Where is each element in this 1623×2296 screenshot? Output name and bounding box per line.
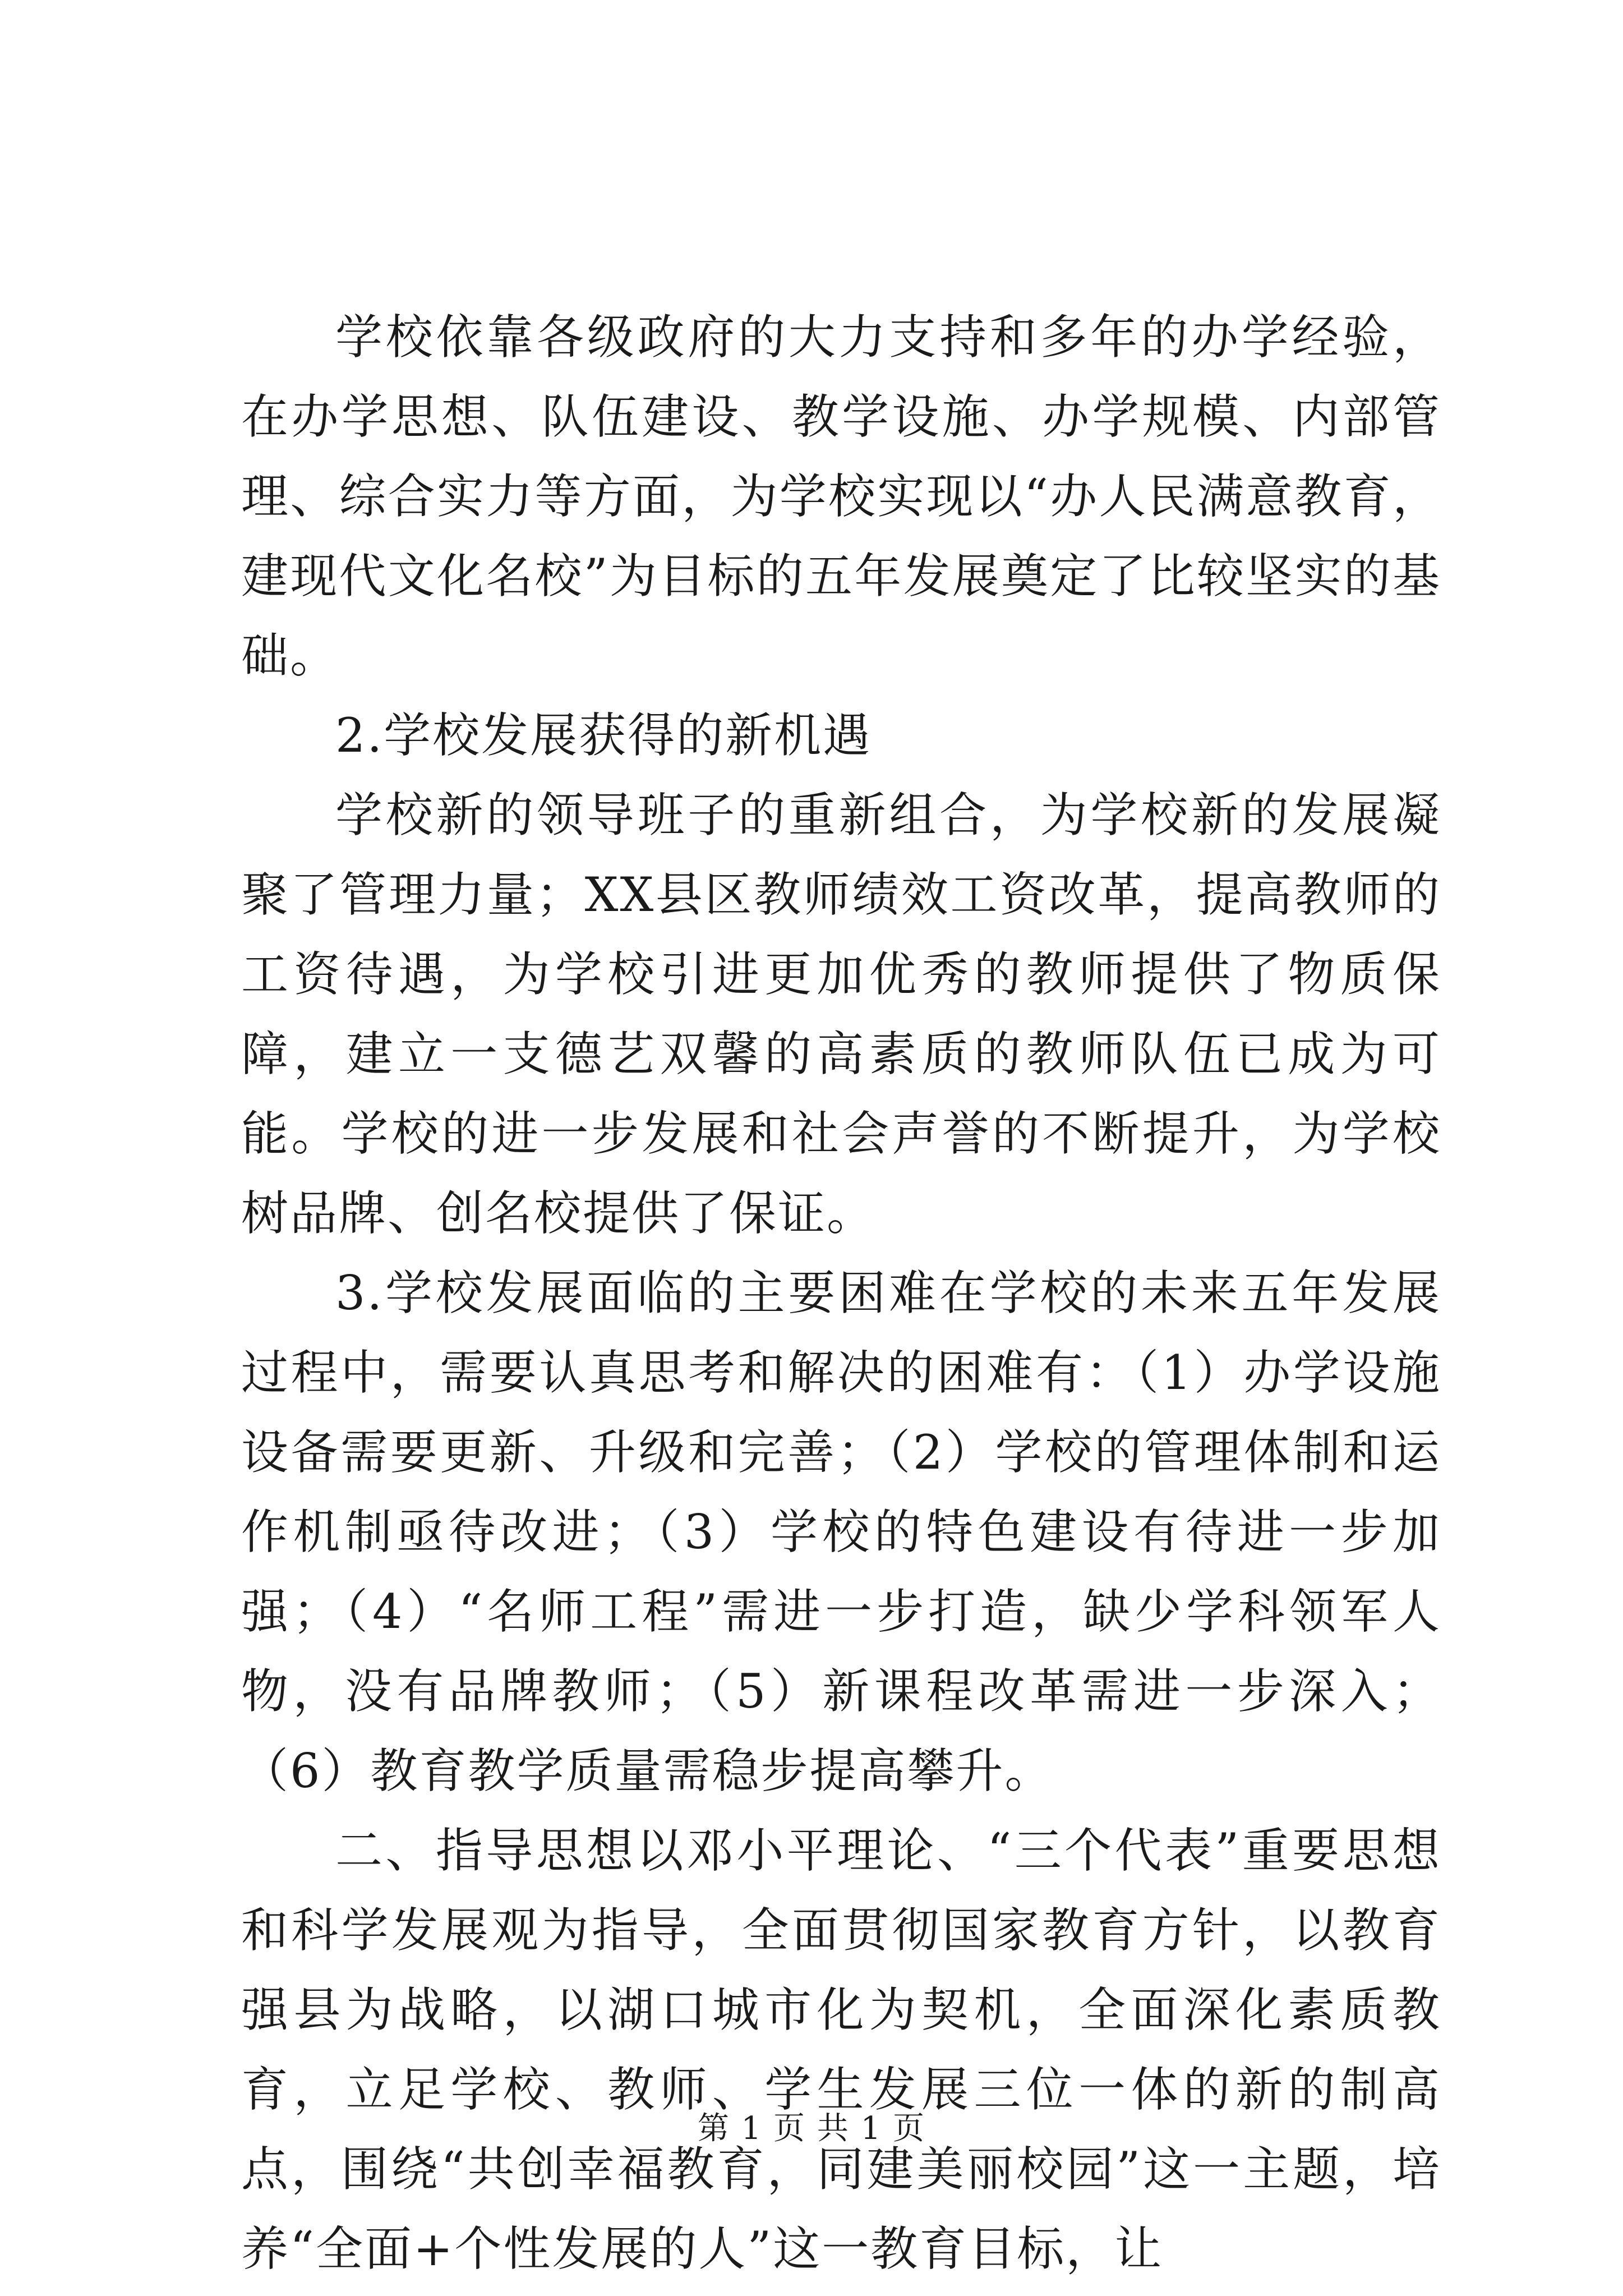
document-body	[241, 297, 1441, 2289]
heading-new-opportunities: 2.学校发展获得的新机遇	[335, 708, 872, 763]
paragraph-main-difficulties: 3.学校发展面临的主要困难在学校的未来五年发展过程中，需要认真思考和解决的困难有：（1）办学设施设备需要更新、升级和完善；（2）学校的管理体制和运作机制亟待改进；（3）学校的特色建设有待进一步加强；（4）“名师工程”需进一步打造，缺少学科领军人物，没有品牌教师；（5）新课程改革需进一步深入；（6）教育教学质量需稳步提高攀升。	[241, 1266, 1441, 1798]
paragraph-new-opportunities: 学校新的领导班子的重新组合，为学校新的发展凝聚了管理力量；XX县区教师绩效工资改革，提高教师的工资待遇，为学校引进更加优秀的教师提供了物质保障，建立一支德艺双馨的高素质的教师队伍已成为可能。学校的进一步发展和社会声誉的不断提升，为学校树品牌、创名校提供了保证。	[241, 788, 1441, 1241]
paragraph-guiding-ideology: 二、指导思想以邓小平理论、“三个代表”重要思想和科学发展观为指导，全面贯彻国家教育方针，以教育强县为战略，以湖口城市化为契机，全面深化素质教育，立足学校、教师、学生发展三位一体的新的制高点，围绕“共创幸福教育，同建美丽校园”这一主题，培养“全面+个性发展的人”这一教育目标，让	[241, 1823, 1441, 2276]
paragraph-foundation: 学校依靠各级政府的大力支持和多年的办学经验，在办学思想、队伍建设、教学设施、办学规模、内部管理、综合实力等方面，为学校实现以“办人民满意教育，建现代文化名校”为目标的五年发展奠定了比较坚实的基础。	[241, 310, 1441, 683]
page-number-footer: 第 1 页 共 1 页	[697, 2110, 926, 2147]
